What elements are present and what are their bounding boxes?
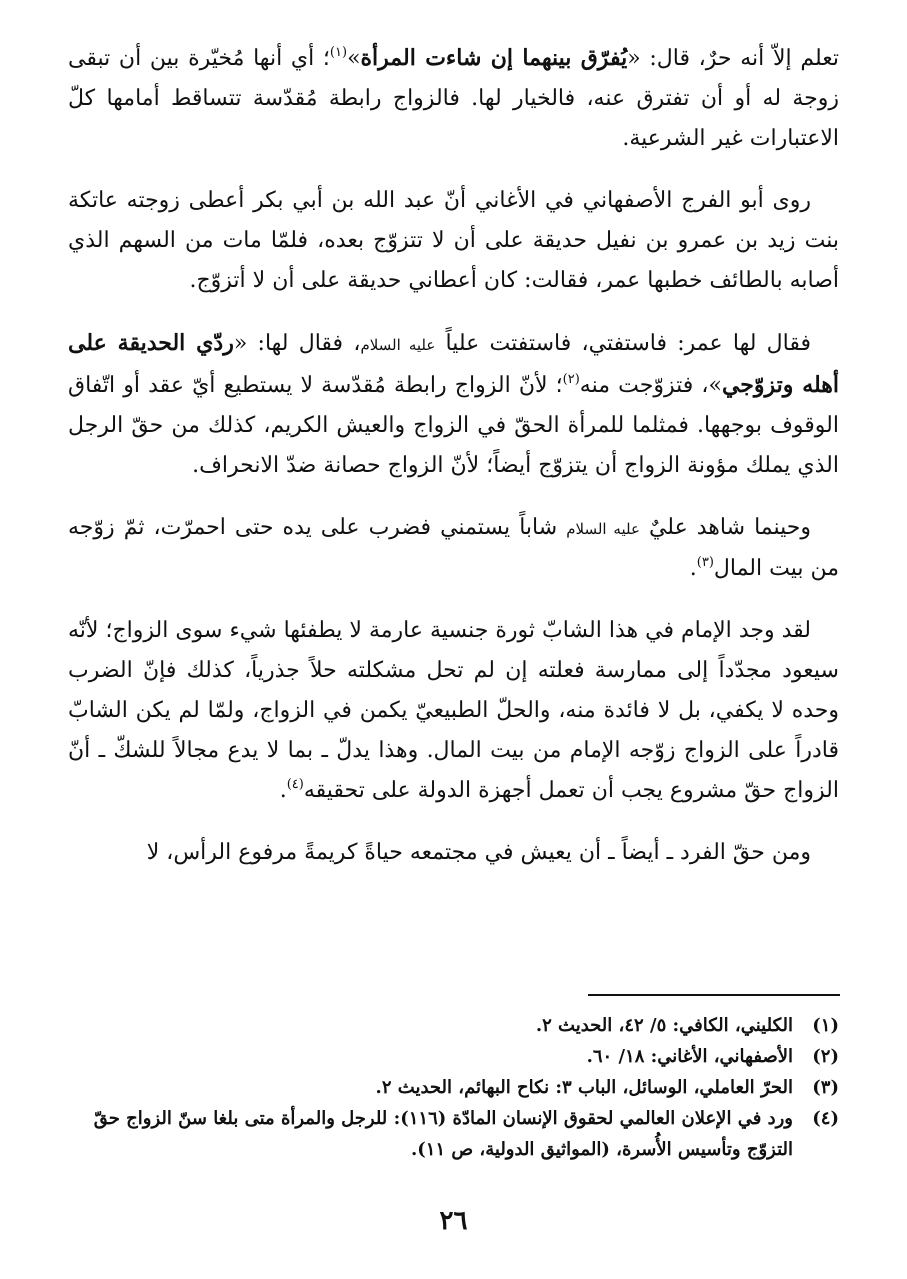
footnote-separator [588, 994, 840, 996]
honorific-2: عليه السلام [566, 520, 640, 538]
paragraph-4-text-c: . [689, 556, 697, 581]
honorific-1: عليه السلام [360, 336, 436, 354]
paragraph-5-text-a: لقد وجد الإمام في هذا الشابّ ثورة جنسية عارمة لا يطفئها شيء سوى الزواج؛ لأنّه سيعود مجدّداً إلى ممارسة فعلته إن لم تحل مشكلته حلاً جذرياً، كذلك فإنّ الضرب وحده لا يكفي، بل لا فائدة منه، والحلّ الطبيعيّ يكمن في الزواج، ولمّا لم يكن الشابّ قادراً على الزواج زوّجه الإمام من بيت المال. وهذا يدلّ ـ بما لا يدع مجالاً للشكّ ـ أنّ الزواج حقّ مشروع يجب أن تعمل أجهزة الدولة على تحقيقه [68, 618, 839, 803]
paragraph-1-text-a: تعلم إلاّ أنه حرٌ، قال: « [627, 46, 839, 71]
footnote-ref-2: (٢) [562, 372, 580, 387]
paragraph-4-text-a: وحينما شاهد عليٌ [639, 515, 812, 540]
paragraph-1 [68, 38, 839, 159]
footnote-3 [68, 1072, 839, 1103]
quote-close-1: » [347, 46, 361, 71]
footnote-2 [68, 1041, 839, 1072]
footnote-ref-3: (٣) [696, 555, 714, 570]
main-text [68, 38, 839, 895]
footnote-4-number: (٤) [812, 1108, 839, 1129]
paragraph-1-text-d: ؛ أي أنها مُخيّرة بين أن تبقى زوجة له أو أن تفترق عنه، فالخيار لها. فالزواج رابطة مُقدّسة تتساقط أمامها كلّ الاعتبارات غير الشرعية. [68, 46, 839, 151]
paragraph-2 [68, 181, 839, 301]
footnote-ref-4: (٤) [286, 777, 304, 792]
footnotes [68, 1010, 839, 1165]
paragraph-6 [68, 833, 839, 873]
footnote-1-text: الكليني، الكافي: ٥/ ٤٢، الحديث ٢. [535, 1015, 793, 1036]
hadith-quote-2: ردّي الحديقة على أهله وتزوّجي [68, 330, 840, 398]
paragraph-5 [68, 611, 839, 811]
footnote-4-text: ورد في الإعلان العالمي لحقوق الإنسان المادّة (١١٦): للرجل والمرأة متى بلغا سنّ الزواج حقّ التزوّج وتأسيس الأُسرة، (المواثيق الدولية، ص ١١). [93, 1108, 793, 1160]
paragraph-6-text: ومن حقّ الفرد ـ أيضاً ـ أن يعيش في مجتمعه حياةً كريمةً مرفوع الرأس، لا [146, 840, 811, 865]
footnote-3-number: (٣) [812, 1077, 839, 1098]
footnote-2-number: (٢) [812, 1046, 839, 1067]
hadith-quote-1: يُفرّق بينهما إن شاءت المرأة [360, 45, 628, 71]
paragraph-2-text: روى أبو الفرج الأصفهاني في الأغاني أنّ عبد الله بن أبي بكر أعطى زوجته عاتكة بنت زيد بن عمرو بن نفيل حديقة على أن لا تتزوّج بعده، فلمّا مات من السهم الذي أصابه بالطائف خطبها عمر، فقالت: كان أعطاني حديقة على أن لا أتزوّج. [68, 188, 839, 293]
paragraph-5-text-b: . [279, 778, 287, 803]
paragraph-4-text-b: شاباً يستمني فضرب على يده حتى احمرّت، ثمّ زوّجه من بيت المال [68, 515, 839, 581]
footnote-3-text: الحرّ العاملي، الوسائل، الباب ٣: نكاح البهائم، الحديث ٢. [375, 1077, 793, 1098]
paragraph-3-text-d: »، فتزوّجت منه [579, 373, 722, 398]
footnote-1 [68, 1010, 839, 1041]
footnote-ref-1: (١) [329, 45, 348, 60]
page-number: ٢٦ [439, 1206, 468, 1236]
paragraph-3-text-a: فقال لها عمر: فاستفتي، فاستفتت علياً [435, 331, 811, 356]
footnote-1-number: (١) [812, 1015, 839, 1036]
paragraph-3 [68, 323, 839, 486]
footnote-4 [68, 1103, 839, 1165]
footnote-2-text: الأصفهاني، الأغاني: ١٨/ ٦٠. [586, 1046, 793, 1067]
paragraph-3-text-b: ، فقال لها: « [233, 331, 361, 356]
paragraph-3-text-e: ؛ لأنّ الزواج رابطة مُقدّسة لا يستطيع أيّ عقد أو اتّفاق الوقوف بوجهها. فمثلما للمرأة الحقّ في الزواج والعيش الكريم، كذلك من حقّ الرجل الذي يملك مؤونة الزواج أن يتزوّج أيضاً؛ لأنّ الزواج حصانة ضدّ الانحراف. [68, 373, 839, 478]
paragraph-4 [68, 508, 839, 589]
